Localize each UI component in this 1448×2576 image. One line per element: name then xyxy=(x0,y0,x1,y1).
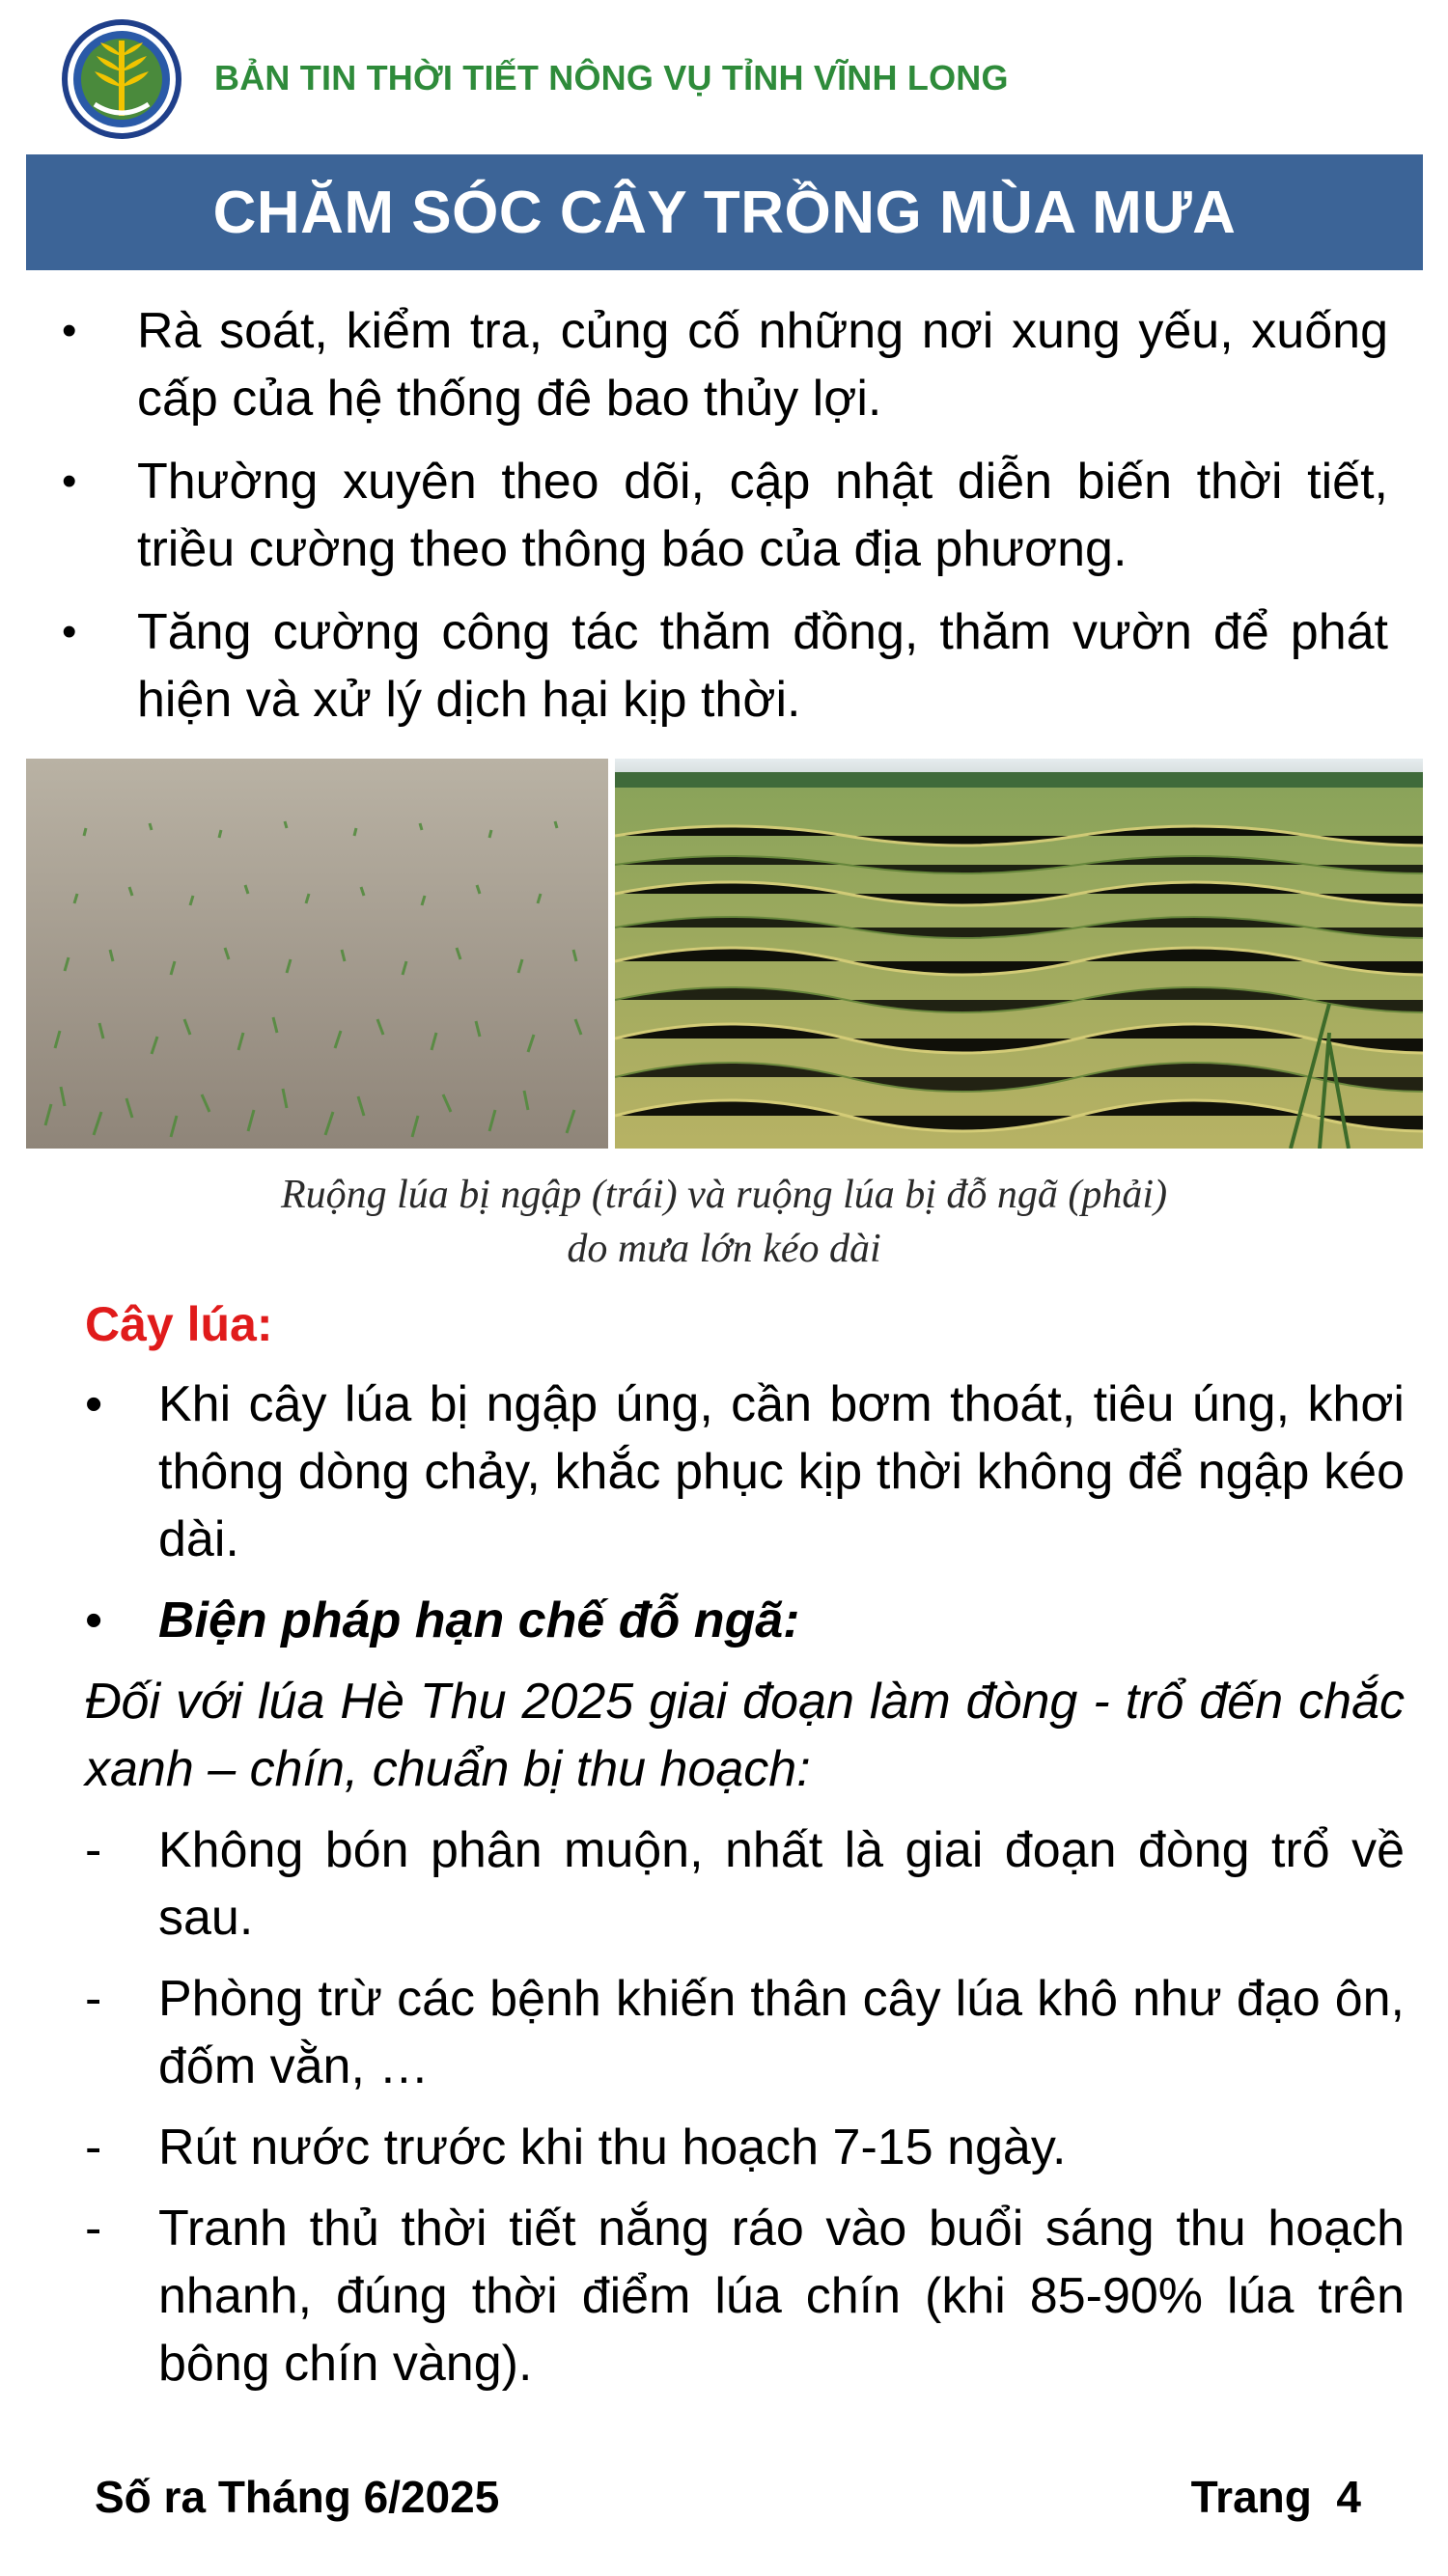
intro-bullet-list xyxy=(58,297,1388,749)
dash-icon: - xyxy=(85,2201,102,2257)
rice-dash-item xyxy=(85,2195,1405,2397)
rice-subheading: Biện pháp hạn chế đỗ ngã: xyxy=(158,1593,800,1648)
agriculture-emblem-icon xyxy=(60,17,183,141)
header-title: BẢN TIN THỜI TIẾT NÔNG VỤ TỈNH VĨNH LONG xyxy=(214,58,1009,97)
bullet-icon: • xyxy=(62,307,77,354)
photo-caption xyxy=(0,1168,1448,1276)
rice-bullet-item xyxy=(85,1371,1405,1573)
dash-icon: - xyxy=(85,1822,102,1878)
bullet-icon: • xyxy=(62,457,77,505)
rice-section xyxy=(85,1371,1405,2411)
photo-row xyxy=(26,759,1423,1149)
flooded-rice-field-photo xyxy=(26,759,608,1149)
rice-dash-text: Rút nước trước khi thu hoạch 7-15 ngày. xyxy=(158,2119,1067,2175)
bullet-icon: • xyxy=(85,1593,103,1648)
rice-dash-item xyxy=(85,1816,1405,1952)
section-banner xyxy=(26,154,1423,270)
caption-line: do mưa lớn kéo dài xyxy=(567,1227,881,1271)
footer-issue: Số ra Tháng 6/2025 xyxy=(95,2472,500,2522)
rice-dash-item xyxy=(85,1965,1405,2100)
rice-dash-text: Phòng trừ các bệnh khiến thân cây lúa khô như đạo ôn, đốm vằn, … xyxy=(158,1971,1405,2094)
rice-bullet-text: Khi cây lúa bị ngập úng, cần bơm thoát, tiêu úng, khơi thông dòng chảy, khắc phục kịp thời không để ngập kéo dài. xyxy=(158,1376,1405,1567)
intro-bullet-item xyxy=(58,297,1388,432)
caption-line: Ruộng lúa bị ngập (trái) và ruộng lúa bị đỗ ngã (phải) xyxy=(280,1173,1168,1217)
bullet-icon: • xyxy=(62,608,77,655)
intro-bullet-text: Rà soát, kiểm tra, củng cố những nơi xung yếu, xuống cấp của hệ thống đê bao thủy lợi. xyxy=(137,303,1388,427)
rice-dash-text: Không bón phân muộn, nhất là giai đoạn đòng trổ về sau. xyxy=(158,1822,1405,1946)
rice-section-title: Cây lúa: xyxy=(85,1297,273,1351)
footer-page-number: Trang 4 xyxy=(1190,2472,1361,2522)
header xyxy=(60,17,1411,143)
rice-intro-paragraph: Đối với lúa Hè Thu 2025 giai đoạn làm đòng - trổ đến chắc xanh – chín, chuẩn bị thu hoạch: xyxy=(85,1674,1405,1797)
lodged-rice-field-photo xyxy=(615,759,1423,1149)
banner-title: CHĂM SÓC CÂY TRỒNG MÙA MƯA xyxy=(212,179,1237,246)
dash-icon: - xyxy=(85,2119,102,2175)
intro-bullet-item xyxy=(58,598,1388,734)
intro-bullet-item xyxy=(58,448,1388,583)
intro-bullet-text: Thường xuyên theo dõi, cập nhật diễn biến thời tiết, triều cường theo thông báo của địa phương. xyxy=(137,454,1388,577)
rice-dash-item xyxy=(85,2114,1405,2181)
rice-dash-text: Tranh thủ thời tiết nắng ráo vào buổi sáng thu hoạch nhanh, đúng thời điểm lúa chín (khi 85-90% lúa trên bông chín vàng). xyxy=(158,2201,1405,2392)
intro-bullet-text: Tăng cường công tác thăm đồng, thăm vườn để phát hiện và xử lý dịch hại kịp thời. xyxy=(137,604,1388,728)
bullet-icon: • xyxy=(85,1376,103,1432)
rice-bullet-item xyxy=(85,1587,1405,1654)
dash-icon: - xyxy=(85,1971,102,2027)
